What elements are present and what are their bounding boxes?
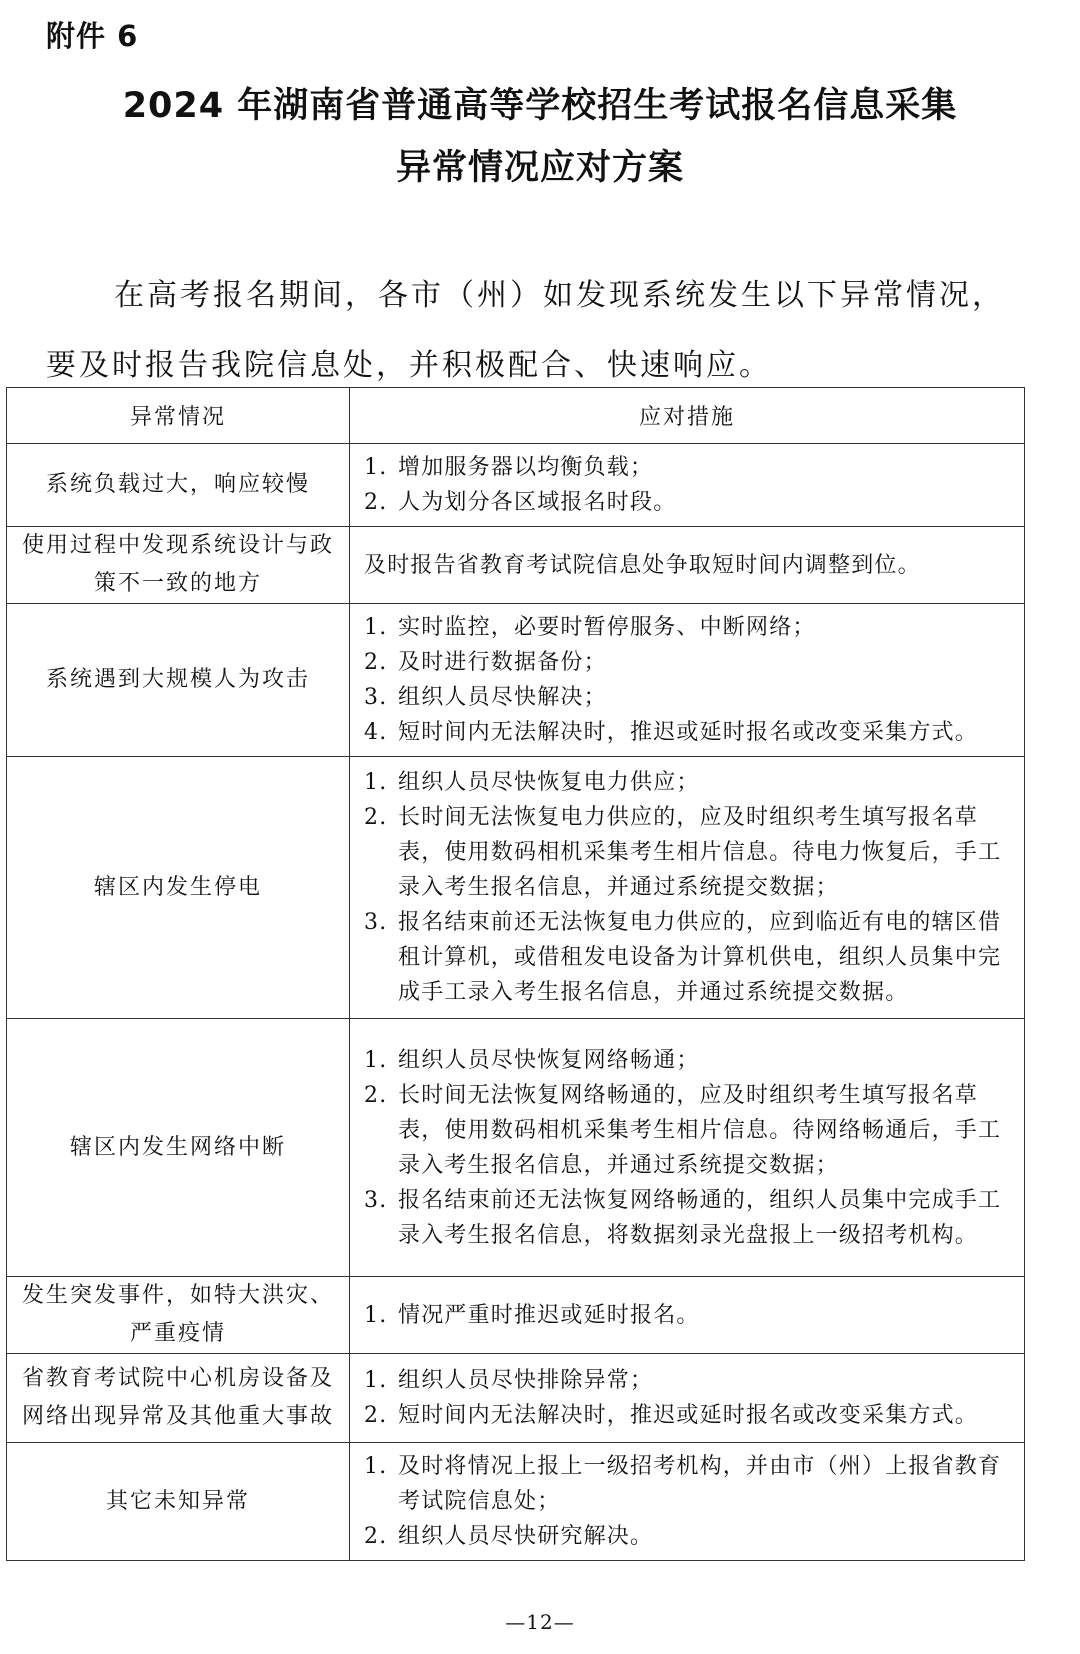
measure-item: 3. 报名结束前还无法恢复网络畅通的，组织人员集中完成手工录入考生报名信息，将数据刻录光盘报上一级招考机构。 [364, 1187, 1002, 1248]
table-row [7, 527, 1025, 604]
measures-cell [350, 1443, 1025, 1561]
measure-item: 2. 人为划分各区域报名时段。 [364, 490, 677, 515]
document-title-line-1: 2024 年湖南省普通高等学校招生考试报名信息采集 [122, 86, 958, 126]
measure-item: 1. 及时将情况上报上一级招考机构，并由市（州）上报省教育考试院信息处； [364, 1454, 1002, 1514]
page-number: —12— [505, 1610, 575, 1634]
measures-cell [350, 1354, 1025, 1443]
measure-item: 1. 组织人员尽快恢复网络畅通； [364, 1047, 700, 1073]
measure-item: 1. 组织人员尽快恢复电力供应； [364, 770, 700, 795]
measure-item: 1. 实时监控，必要时暂停服务、中断网络； [364, 615, 816, 640]
table-row [7, 757, 1025, 1019]
table-row [7, 1019, 1025, 1277]
condition-cell: 系统遇到大规模人为攻击 [7, 604, 350, 757]
table-row [7, 1277, 1025, 1354]
measure-item: 1. 增加服务器以均衡负载； [364, 455, 654, 480]
table-row [7, 1354, 1025, 1443]
measures-cell [350, 527, 1025, 604]
contingency-table [6, 387, 1025, 1561]
table-row [7, 1443, 1025, 1561]
condition-cell: 其它未知异常 [7, 1443, 350, 1561]
intro-paragraph-line-2: 要及时报告我院信息处，并积极配合、快速响应。 [46, 348, 772, 383]
document-title-line-2: 异常情况应对方案 [395, 148, 684, 188]
measure-item: 2. 长时间无法恢复网络畅通的，应及时组织考生填写报名草表，使用数码相机采集考生相片信息。待网络畅通后，手工录入考生报名信息，并通过系统提交数据； [364, 1082, 1002, 1178]
condition-cell: 辖区内发生网络中断 [7, 1019, 350, 1277]
measures-cell [350, 1277, 1025, 1354]
measure-item: 3. 报名结束前还无法恢复电力供应的，应到临近有电的辖区借租计算机，或借租发电设备为计算机供电，组织人员集中完成手工录入考生报名信息，并通过系统提交数据。 [364, 910, 1002, 1005]
header-measures: 应对措施 [350, 388, 1025, 444]
measure-item: 1. 组织人员尽快排除异常； [364, 1368, 654, 1393]
table-row [7, 604, 1025, 757]
measure-item: 1. 情况严重时推迟或延时报名。 [364, 1302, 700, 1328]
condition-cell: 发生突发事件，如特大洪灾、严重疫情 [7, 1277, 350, 1354]
measure-item: 2. 及时进行数据备份； [364, 650, 607, 675]
measure-item: 2. 组织人员尽快研究解决。 [364, 1524, 654, 1549]
condition-cell: 辖区内发生停电 [7, 757, 350, 1019]
measures-cell [350, 757, 1025, 1019]
measure-item: 4. 短时间内无法解决时，推迟或延时报名或改变采集方式。 [364, 720, 979, 745]
table-row [7, 444, 1025, 527]
measure-item: 2. 短时间内无法解决时，推迟或延时报名或改变采集方式。 [364, 1403, 979, 1428]
measures-cell [350, 1019, 1025, 1277]
measure-item: 2. 长时间无法恢复电力供应的，应及时组织考生填写报名草表，使用数码相机采集考生相片信息。待电力恢复后，手工录入考生报名信息，并通过系统提交数据； [364, 805, 1002, 900]
measures-cell [350, 604, 1025, 757]
condition-cell: 省教育考试院中心机房设备及网络出现异常及其他重大事故 [7, 1354, 350, 1443]
intro-paragraph-line-1: 在高考报名期间，各市（州）如发现系统发生以下异常情况， [114, 278, 1005, 313]
header-condition: 异常情况 [7, 388, 350, 444]
attachment-label: 附件 6 [46, 19, 139, 53]
table-header-row [7, 388, 1025, 444]
condition-cell: 系统负载过大，响应较慢 [7, 444, 350, 527]
measures-cell [350, 444, 1025, 527]
condition-cell: 使用过程中发现系统设计与政策不一致的地方 [7, 527, 350, 604]
measure-text: 及时报告省教育考试院信息处争取短时间内调整到位。 [364, 552, 921, 578]
measure-item: 3. 组织人员尽快解决； [364, 685, 607, 710]
